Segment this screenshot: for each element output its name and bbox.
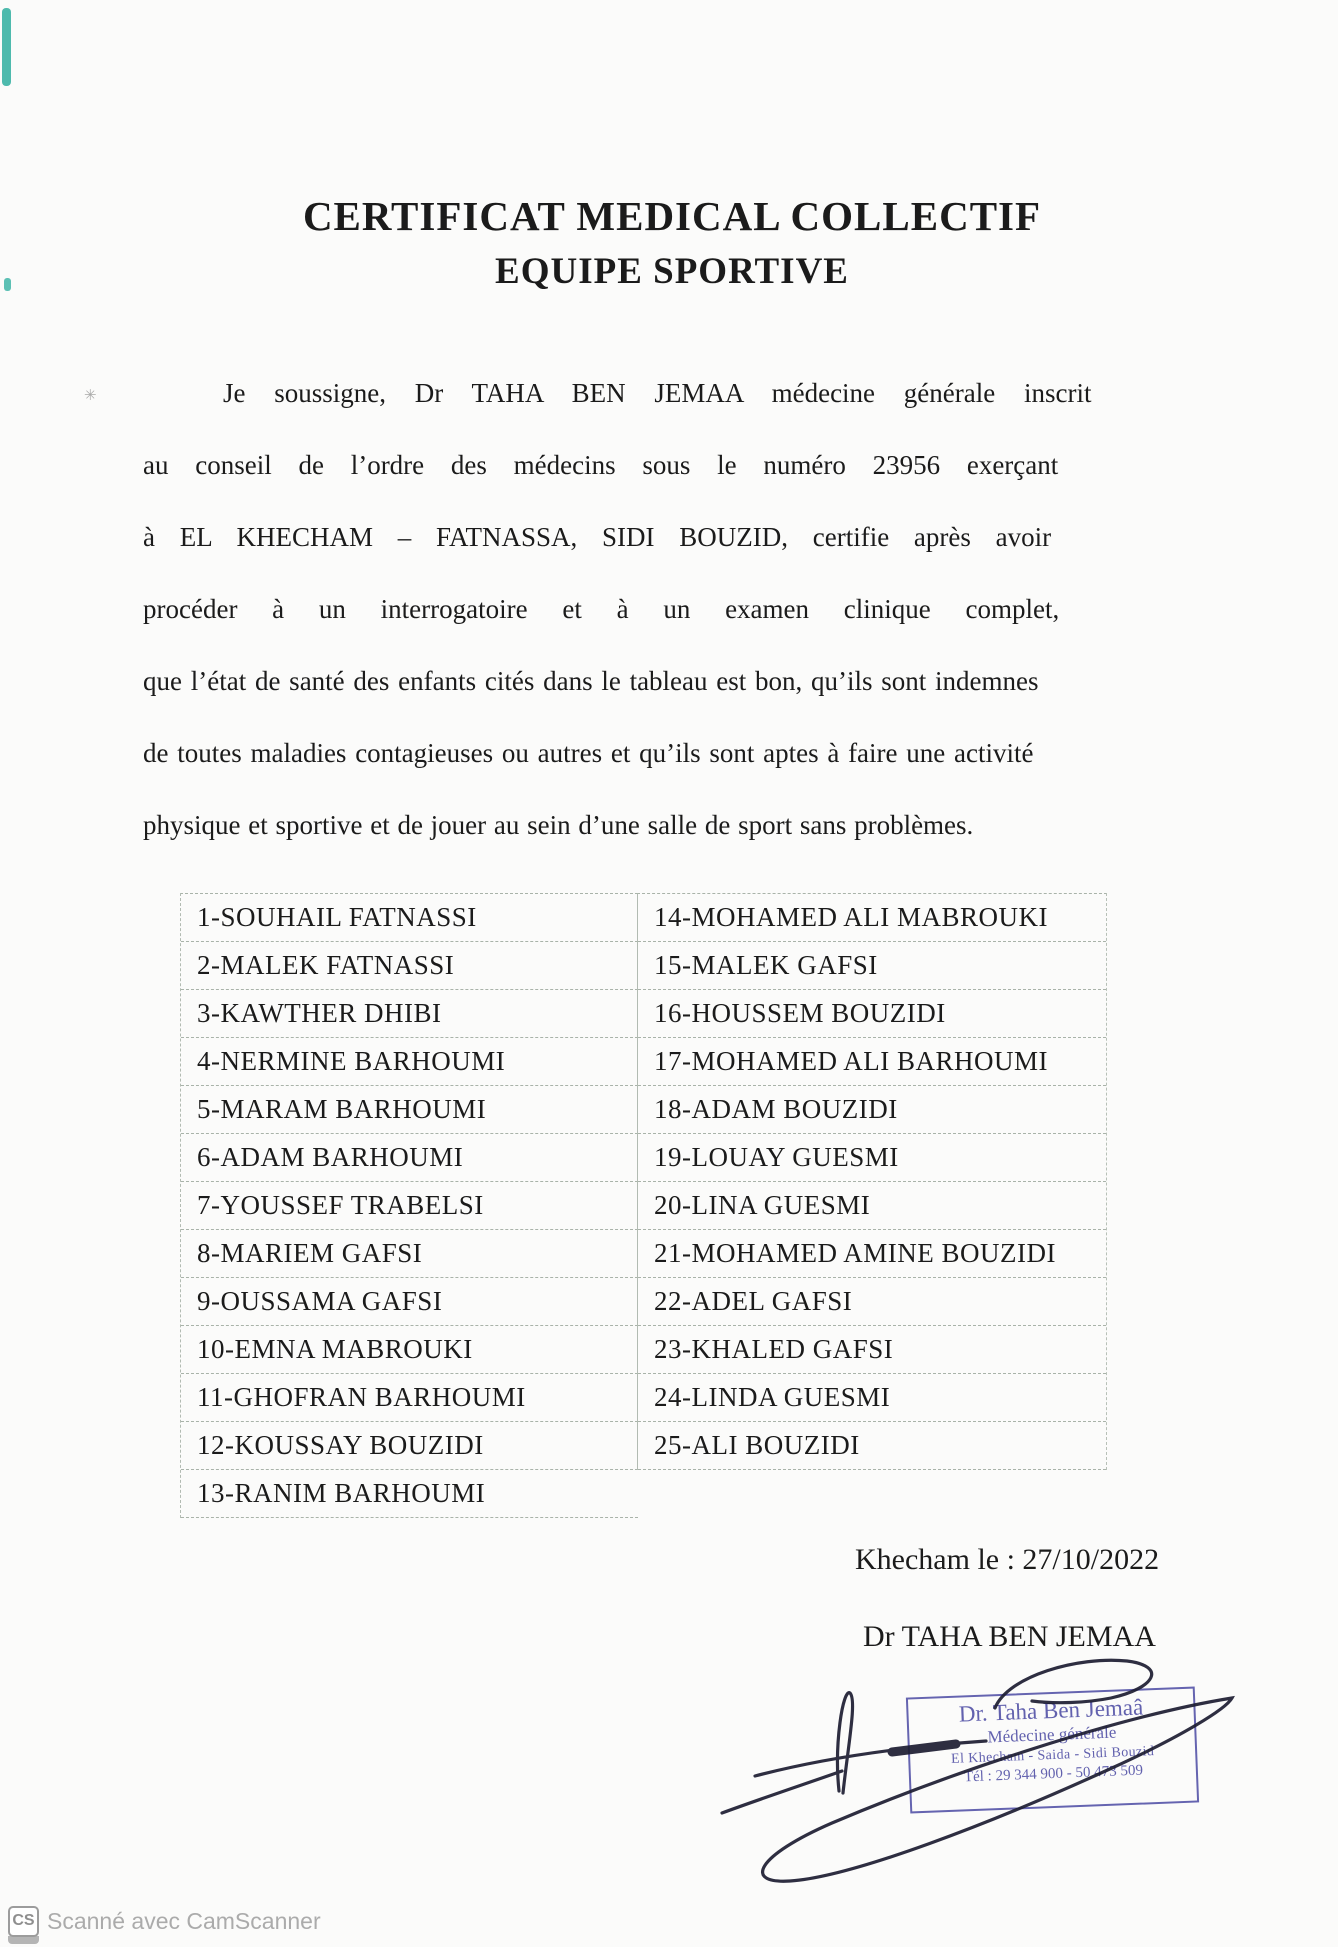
body-line: à EL KHECHAM – FATNASSA, SIDI BOUZID, certifie après avoir bbox=[143, 522, 1052, 552]
body-line: au conseil de l’ordre des médecins sous le numéro 23956 exerçant bbox=[143, 450, 1059, 480]
stamp-specialty: Médecine générale bbox=[987, 1722, 1117, 1747]
table-row: 17-MOHAMED ALI BARHOUMI bbox=[638, 1038, 1106, 1086]
table-row: 19-LOUAY GUESMI bbox=[638, 1134, 1106, 1182]
certificate-body-text bbox=[143, 378, 1186, 882]
table-row: 21-MOHAMED AMINE BOUZIDI bbox=[638, 1230, 1106, 1278]
document-title: CERTIFICAT MEDICAL COLLECTIF bbox=[302, 193, 1042, 239]
table-row: 7-YOUSSEF TRABELSI bbox=[181, 1182, 638, 1230]
table-row: 10-EMNA MABROUKI bbox=[181, 1326, 638, 1374]
doctor-name: Dr TAHA BEN JEMAA bbox=[863, 1620, 1156, 1653]
stamp-phone: Tél : 29 344 900 - 50 473 509 bbox=[963, 1762, 1144, 1786]
table-row: 25-ALI BOUZIDI bbox=[638, 1422, 1106, 1470]
names-table-right-column bbox=[637, 893, 1107, 1470]
table-row: 18-ADAM BOUZIDI bbox=[638, 1086, 1106, 1134]
table-row: 24-LINDA GUESMI bbox=[638, 1374, 1106, 1422]
table-row: 2-MALEK FATNASSI bbox=[181, 942, 638, 990]
camscanner-watermark: Scanné avec CamScanner bbox=[47, 1908, 321, 1934]
place-and-date: Khecham le : 27/10/2022 bbox=[855, 1543, 1160, 1576]
table-row: 16-HOUSSEM BOUZIDI bbox=[638, 990, 1106, 1038]
table-row: 22-ADEL GAFSI bbox=[638, 1278, 1106, 1326]
table-row: 12-KOUSSAY BOUZIDI bbox=[181, 1422, 638, 1470]
table-row: 23-KHALED GAFSI bbox=[638, 1326, 1106, 1374]
table-row: 6-ADAM BARHOUMI bbox=[181, 1134, 638, 1182]
body-line: physique et sportive et de jouer au sein d’une salle de sport sans problèmes. bbox=[143, 810, 974, 840]
body-line: que l’état de santé des enfants cités dans le tableau est bon, qu’ils sont indemnes bbox=[143, 666, 1039, 696]
table-row: 13-RANIM BARHOUMI bbox=[181, 1470, 638, 1518]
body-line: procéder à un interrogatoire et à un examen clinique complet, bbox=[143, 594, 1060, 624]
margin-smudge-mark: ✳ bbox=[84, 388, 97, 404]
table-row: 9-OUSSAMA GAFSI bbox=[181, 1278, 638, 1326]
scan-edge-artifact bbox=[2, 8, 11, 86]
names-table-left-column bbox=[180, 893, 638, 1518]
table-row: 14-MOHAMED ALI MABROUKI bbox=[638, 894, 1106, 942]
table-row: 20-LINA GUESMI bbox=[638, 1182, 1106, 1230]
camscanner-icon: CS bbox=[8, 1906, 39, 1937]
table-row: 11-GHOFRAN BARHOUMI bbox=[181, 1374, 638, 1422]
body-line: Je soussigne, Dr TAHA BEN JEMAA médecine générale inscrit bbox=[223, 378, 1092, 408]
table-row: 15-MALEK GAFSI bbox=[638, 942, 1106, 990]
body-line: de toutes maladies contagieuses ou autres et qu’ils sont aptes à faire une activité bbox=[143, 738, 1034, 768]
doctor-stamp bbox=[906, 1686, 1199, 1813]
table-row: 1-SOUHAIL FATNASSI bbox=[181, 894, 638, 942]
scan-edge-artifact bbox=[4, 278, 11, 291]
stamp-address: El Khecham - Saida - Sidi Bouzid bbox=[950, 1744, 1155, 1767]
document-subtitle: EQUIPE SPORTIVE bbox=[495, 251, 849, 292]
camscanner-icon-tab bbox=[8, 1936, 39, 1944]
table-row: 5-MARAM BARHOUMI bbox=[181, 1086, 638, 1134]
stamp-doctor-name: Dr. Taha Ben Jemaâ bbox=[958, 1694, 1144, 1727]
table-row: 8-MARIEM GAFSI bbox=[181, 1230, 638, 1278]
table-row: 3-KAWTHER DHIBI bbox=[181, 990, 638, 1038]
table-row: 4-NERMINE BARHOUMI bbox=[181, 1038, 638, 1086]
